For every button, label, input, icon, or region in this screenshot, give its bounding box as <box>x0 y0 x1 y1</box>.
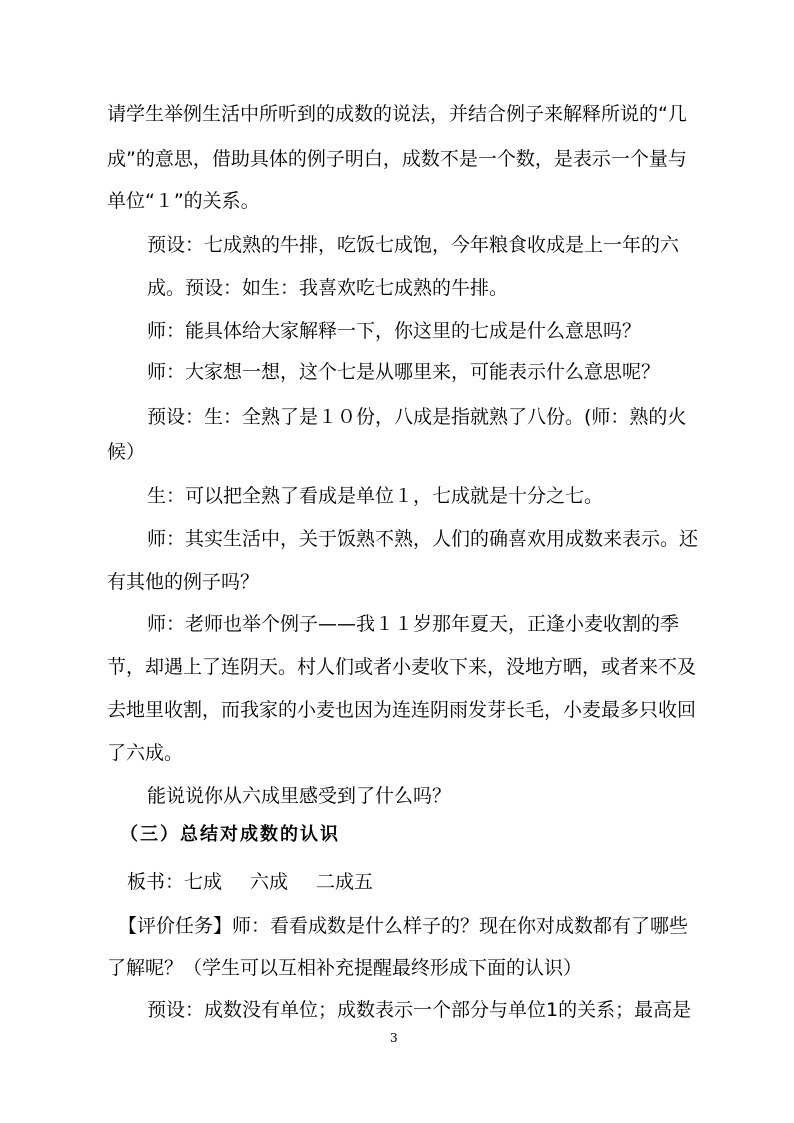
paragraph-line: 单位“１”的关系。 <box>107 190 260 212</box>
paragraph-line: 成”的意思，借助具体的例子明白，成数不是一个数，是表示一个量与 <box>107 148 687 170</box>
paragraph-line: 去地里收割，而我家的小麦也因为连连阴雨发芽长毛，小麦最多只收回 <box>107 699 697 721</box>
task-line: 【评价任务】师：看看成数是什么样子的？现在你对成数都有了哪些 <box>118 915 689 937</box>
task-line: 了解呢？（学生可以互相补充提醒最终形成下面的认识） <box>107 957 583 979</box>
paragraph-line: 预设：成数没有单位；成数表示一个部分与单位1的关系；最高是 <box>147 999 692 1021</box>
paragraph-line: 候） <box>107 441 146 463</box>
page-number: 3 <box>390 1031 398 1045</box>
blackboard-item: 二成五 <box>316 871 374 893</box>
paragraph-line: 预设：生：全熟了是１０份，八成是指就熟了八份。(师：熟的火 <box>147 406 687 428</box>
paragraph-line: 师：能具体给大家解释一下，你这里的七成是什么意思吗？ <box>147 320 642 342</box>
paragraph-line: 了六成。 <box>107 742 184 764</box>
blackboard-item: 六成 <box>250 871 289 893</box>
paragraph-line: 师：其实生活中，关于饭熟不熟，人们的确喜欢用成数来表示。还 <box>147 528 699 550</box>
blackboard-label: 板书： <box>127 871 185 893</box>
paragraph-line: 生：可以把全熟了看成是单位１，七成就是十分之七。 <box>147 485 604 507</box>
paragraph-line: 有其他的例子吗？ <box>107 571 260 593</box>
paragraph-line: 师：老师也举个例子——我１１岁那年夏天，正逢小麦收割的季 <box>147 613 680 635</box>
section-heading: （三）总结对成数的认识 <box>120 824 340 845</box>
paragraph-line: 请学生举例生活中所听到的成数的说法，并结合例子来解释所说的“几 <box>107 103 687 125</box>
paragraph-line: 能说说你从六成里感受到了什么吗？ <box>147 785 452 807</box>
paragraph-line: 师：大家想一想，这个七是从哪里来，可能表示什么意思呢？ <box>147 361 661 383</box>
paragraph-line: 成。预设：如生：我喜欢吃七成熟的牛排。 <box>147 277 509 299</box>
blackboard-line <box>127 870 373 894</box>
paragraph-line: 节，却遇上了连阴天。村人们或者小麦收下来，没地方晒，或者来不及 <box>107 656 697 678</box>
paragraph-line: 预设：七成熟的牛排，吃饭七成饱，今年粮食收成是上一年的六 <box>147 234 680 256</box>
blackboard-item: 七成 <box>184 871 223 893</box>
